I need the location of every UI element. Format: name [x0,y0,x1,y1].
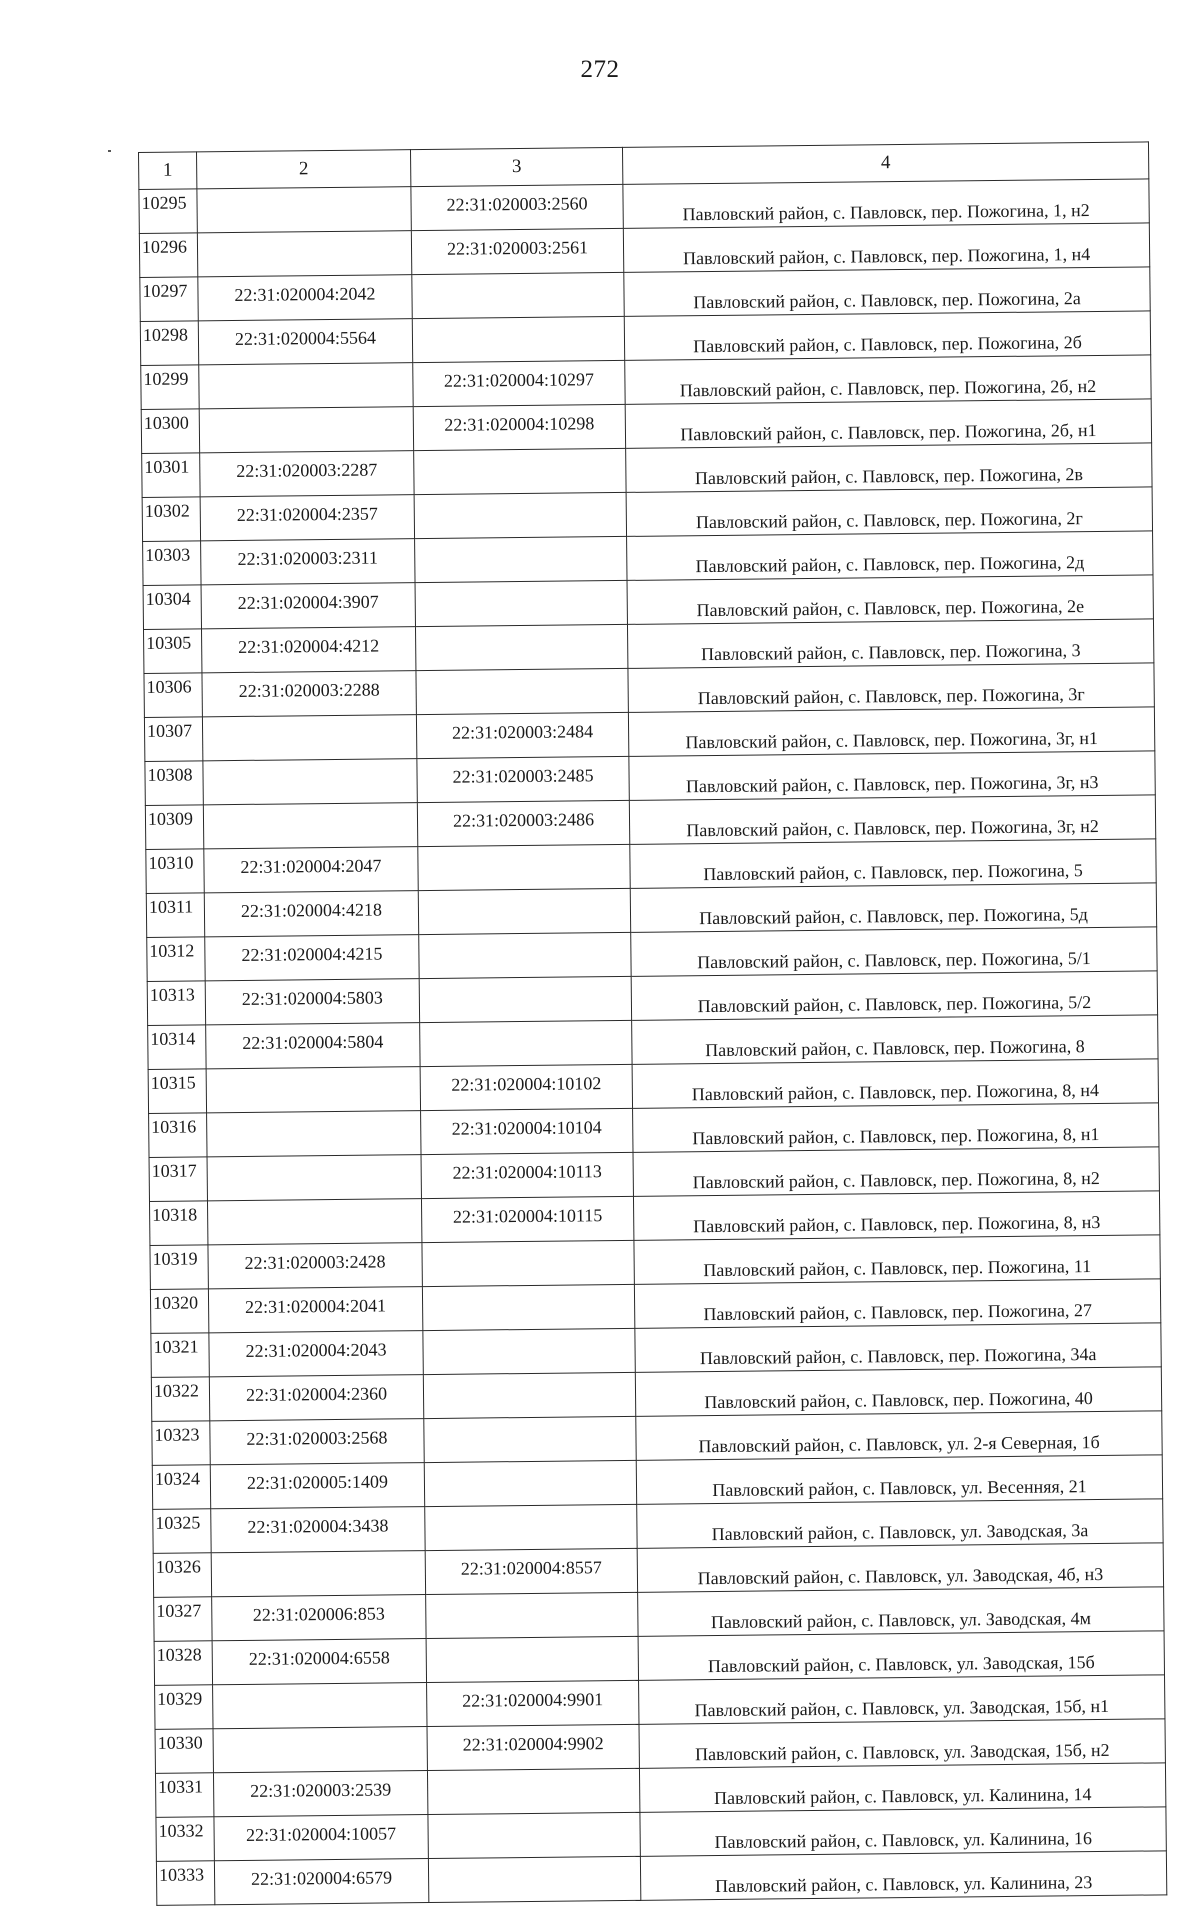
premises-cadastral-number-cell: 22:31:020004:9901 [427,1680,639,1726]
row-number-cell: 10328 [154,1641,212,1686]
row-number-cell: 10330 [155,1729,213,1774]
premises-cadastral-number-cell [419,976,631,1022]
cadastral-number-cell [199,407,413,453]
row-number-cell: 10297 [140,277,198,322]
cadastral-number-cell: 22:31:020004:2042 [198,275,412,321]
premises-cadastral-number-cell: 22:31:020003:2486 [417,800,629,846]
premises-cadastral-number-cell: 22:31:020003:2484 [416,712,628,758]
premises-cadastral-number-cell [428,1856,640,1902]
row-number-cell: 10305 [144,629,202,674]
address-cell: Павловский район, с. Павловск, пер. Пожогина, 1, н4 [623,223,1149,273]
cadastral-number-cell [202,715,416,761]
premises-cadastral-number-cell: 22:31:020004:10297 [413,360,625,406]
address-cell: Павловский район, с. Павловск, пер. Пожогина, 2б, н1 [625,399,1151,449]
address-cell: Павловский район, с. Павловск, пер. Пожогина, 2д [627,531,1153,581]
cadastral-number-cell [206,1067,420,1113]
scan-speck [108,150,111,152]
cadastral-number-cell: 22:31:020004:5564 [198,319,412,365]
cadastral-number-cell: 22:31:020004:2043 [209,1331,423,1377]
row-number-cell: 10333 [156,1861,214,1906]
address-cell: Павловский район, с. Павловск, ул. Весенняя, 21 [636,1455,1162,1505]
cadastral-number-cell [207,1199,421,1245]
column-header-4: 4 [622,142,1148,185]
premises-cadastral-number-cell [428,1812,640,1858]
row-number-cell: 10322 [151,1377,209,1422]
premises-cadastral-number-cell: 22:31:020004:9902 [427,1724,639,1770]
address-cell: Павловский район, с. Павловск, пер. Пожогина, 2г [626,487,1152,537]
row-number-cell: 10326 [153,1553,211,1598]
address-cell: Павловский район, с. Павловск, пер. Пожогина, 3г, н2 [629,795,1155,845]
table-row [156,1851,1166,1906]
address-cell: Павловский район, с. Павловск, ул. Заводская, 4м [638,1587,1164,1637]
premises-cadastral-number-cell: 22:31:020004:10115 [421,1196,633,1242]
cadastral-number-cell: 22:31:020003:2311 [201,539,415,585]
address-cell: Павловский район, с. Павловск, пер. Пожогина, 2а [624,267,1150,317]
row-number-cell: 10313 [147,981,205,1026]
row-number-cell: 10304 [143,585,201,630]
cadastral-number-cell [213,1727,427,1773]
address-cell: Павловский район, с. Павловск, пер. Пожогина, 8 [632,1015,1158,1065]
registry-table [138,141,1167,1905]
row-number-cell: 10300 [141,409,199,454]
cadastral-number-cell [203,759,417,805]
address-cell: Павловский район, с. Павловск, ул. Калинина, 16 [640,1807,1166,1857]
address-cell: Павловский район, с. Павловск, пер. Пожогина, 40 [635,1367,1161,1417]
address-cell: Павловский район, с. Павловск, пер. Пожогина, 11 [634,1235,1160,1285]
address-cell: Павловский район, с. Павловск, пер. Пожогина, 3 [627,619,1153,669]
address-cell: Павловский район, с. Павловск, пер. Пожогина, 1, н2 [623,179,1149,229]
premises-cadastral-number-cell: 22:31:020004:10113 [421,1152,633,1198]
row-number-cell: 10325 [153,1509,211,1554]
address-cell: Павловский район, с. Павловск, пер. Пожогина, 3г [628,663,1154,713]
cadastral-number-cell: 22:31:020004:4212 [201,627,415,673]
row-number-cell: 10316 [149,1113,207,1158]
premises-cadastral-number-cell: 22:31:020004:10102 [420,1064,632,1110]
cadastral-number-cell [203,803,417,849]
column-header-2: 2 [197,150,411,189]
cadastral-number-cell [213,1683,427,1729]
cadastral-number-cell [199,363,413,409]
premises-cadastral-number-cell [424,1460,636,1506]
premises-cadastral-number-cell: 22:31:020003:2560 [411,184,623,230]
premises-cadastral-number-cell [415,580,627,626]
row-number-cell: 10309 [145,805,203,850]
cadastral-number-cell: 22:31:020006:853 [212,1595,426,1641]
address-cell: Павловский район, с. Павловск, пер. Пожогина, 3г, н1 [628,707,1154,757]
row-number-cell: 10299 [141,365,199,410]
row-number-cell: 10320 [150,1289,208,1334]
cadastral-number-cell: 22:31:020003:2287 [200,451,414,497]
row-number-cell: 10311 [146,893,204,938]
row-number-cell: 10312 [147,937,205,982]
cadastral-number-cell: 22:31:020004:4215 [205,935,419,981]
premises-cadastral-number-cell [425,1504,637,1550]
cadastral-number-cell [207,1155,421,1201]
row-number-cell: 10324 [152,1465,210,1510]
address-cell: Павловский район, с. Павловск, ул. Заводская, 4б, н3 [637,1543,1163,1593]
premises-cadastral-number-cell [415,536,627,582]
premises-cadastral-number-cell: 22:31:020004:10298 [413,404,625,450]
address-cell: Павловский район, с. Павловск, пер. Пожогина, 8, н3 [633,1191,1159,1241]
address-cell: Павловский район, с. Павловск, ул. Заводская, 15б, н2 [639,1719,1165,1769]
registry-table-body [139,142,1167,1905]
cadastral-number-cell: 22:31:020003:2288 [202,671,416,717]
cadastral-number-cell: 22:31:020005:1409 [210,1463,424,1509]
premises-cadastral-number-cell [414,448,626,494]
cadastral-number-cell: 22:31:020003:2428 [208,1243,422,1289]
row-number-cell: 10318 [149,1201,207,1246]
row-number-cell: 10306 [144,673,202,718]
row-number-cell: 10308 [145,761,203,806]
address-cell: Павловский район, с. Павловск, ул. Калинина, 14 [639,1763,1165,1813]
premises-cadastral-number-cell: 22:31:020003:2485 [417,756,629,802]
address-cell: Павловский район, с. Павловск, пер. Пожогина, 2в [626,443,1152,493]
page-number: 272 [580,56,620,83]
premises-cadastral-number-cell [415,624,627,670]
address-cell: Павловский район, с. Павловск, ул. Заводская, 15б [638,1631,1164,1681]
column-header-1: 1 [139,152,197,190]
address-cell: Павловский район, с. Павловск, пер. Пожогина, 2е [627,575,1153,625]
premises-cadastral-number-cell [422,1284,634,1330]
row-number-cell: 10303 [143,541,201,586]
row-number-cell: 10307 [144,717,202,762]
premises-cadastral-number-cell [414,492,626,538]
premises-cadastral-number-cell [423,1372,635,1418]
premises-cadastral-number-cell [427,1768,639,1814]
premises-cadastral-number-cell [426,1592,638,1638]
registry-sheet [138,141,1166,1905]
cadastral-number-cell: 22:31:020003:2539 [213,1771,427,1817]
row-number-cell: 10315 [148,1069,206,1114]
address-cell: Павловский район, с. Павловск, пер. Пожогина, 5 [630,839,1156,889]
address-cell: Павловский район, с. Павловск, пер. Пожогина, 2б, н2 [625,355,1151,405]
address-cell: Павловский район, с. Павловск, ул. 2-я Северная, 1б [636,1411,1162,1461]
cadastral-number-cell: 22:31:020004:2047 [204,847,418,893]
row-number-cell: 10332 [156,1817,214,1862]
row-number-cell: 10302 [142,497,200,542]
address-cell: Павловский район, с. Павловск, ул. Заводская, 15б, н1 [639,1675,1165,1725]
address-cell: Павловский район, с. Павловск, пер. Пожогина, 2б [624,311,1150,361]
premises-cadastral-number-cell [426,1636,638,1682]
address-cell: Павловский район, с. Павловск, пер. Пожогина, 5д [630,883,1156,933]
cadastral-number-cell: 22:31:020004:5803 [205,979,419,1025]
row-number-cell: 10310 [146,849,204,894]
row-number-cell: 10317 [149,1157,207,1202]
premises-cadastral-number-cell [416,668,628,714]
premises-cadastral-number-cell [418,888,630,934]
premises-cadastral-number-cell [418,844,630,890]
cadastral-number-cell: 22:31:020004:2041 [208,1287,422,1333]
cadastral-number-cell: 22:31:020004:6579 [214,1859,428,1905]
address-cell: Павловский район, с. Павловск, пер. Пожогина, 5/2 [631,971,1157,1021]
premises-cadastral-number-cell [422,1240,634,1286]
premises-cadastral-number-cell [419,932,631,978]
row-number-cell: 10327 [154,1597,212,1642]
address-cell: Павловский район, с. Павловск, пер. Пожогина, 8, н1 [633,1103,1159,1153]
address-cell: Павловский район, с. Павловск, пер. Пожогина, 3г, н3 [629,751,1155,801]
cadastral-number-cell: 22:31:020004:2357 [200,495,414,541]
row-number-cell: 10296 [139,233,197,278]
row-number-cell: 10298 [140,321,198,366]
address-cell: Павловский район, с. Павловск, ул. Заводская, 3а [637,1499,1163,1549]
row-number-cell: 10295 [139,189,197,234]
premises-cadastral-number-cell [412,316,624,362]
cadastral-number-cell [211,1551,425,1597]
cadastral-number-cell: 22:31:020004:3907 [201,583,415,629]
address-cell: Павловский район, с. Павловск, пер. Пожогина, 5/1 [631,927,1157,977]
cadastral-number-cell: 22:31:020004:10057 [214,1815,428,1861]
row-number-cell: 10331 [155,1773,213,1818]
cadastral-number-cell: 22:31:020004:2360 [209,1375,423,1421]
premises-cadastral-number-cell: 22:31:020003:2561 [411,228,623,274]
cadastral-number-cell: 22:31:020004:6558 [212,1639,426,1685]
row-number-cell: 10301 [142,453,200,498]
column-header-3: 3 [410,147,622,186]
row-number-cell: 10321 [151,1333,209,1378]
cadastral-number-cell: 22:31:020003:2568 [210,1419,424,1465]
address-cell: Павловский район, с. Павловск, пер. Пожогина, 8, н2 [633,1147,1159,1197]
row-number-cell: 10323 [152,1421,210,1466]
address-cell: Павловский район, с. Павловск, пер. Пожогина, 8, н4 [632,1059,1158,1109]
premises-cadastral-number-cell: 22:31:020004:8557 [425,1548,637,1594]
premises-cadastral-number-cell [424,1416,636,1462]
row-number-cell: 10314 [148,1025,206,1070]
address-cell: Павловский район, с. Павловск, пер. Пожогина, 27 [634,1279,1160,1329]
cadastral-number-cell [197,187,411,233]
premises-cadastral-number-cell [420,1020,632,1066]
address-cell: Павловский район, с. Павловск, пер. Пожогина, 34а [635,1323,1161,1373]
cadastral-number-cell: 22:31:020004:5804 [206,1023,420,1069]
row-number-cell: 10319 [150,1245,208,1290]
premises-cadastral-number-cell [412,272,624,318]
cadastral-number-cell [197,231,411,277]
cadastral-number-cell: 22:31:020004:3438 [211,1507,425,1553]
cadastral-number-cell [207,1111,421,1157]
premises-cadastral-number-cell: 22:31:020004:10104 [421,1108,633,1154]
premises-cadastral-number-cell [423,1328,635,1374]
address-cell: Павловский район, с. Павловск, ул. Калинина, 23 [640,1851,1166,1901]
cadastral-number-cell: 22:31:020004:4218 [204,891,418,937]
row-number-cell: 10329 [155,1685,213,1730]
